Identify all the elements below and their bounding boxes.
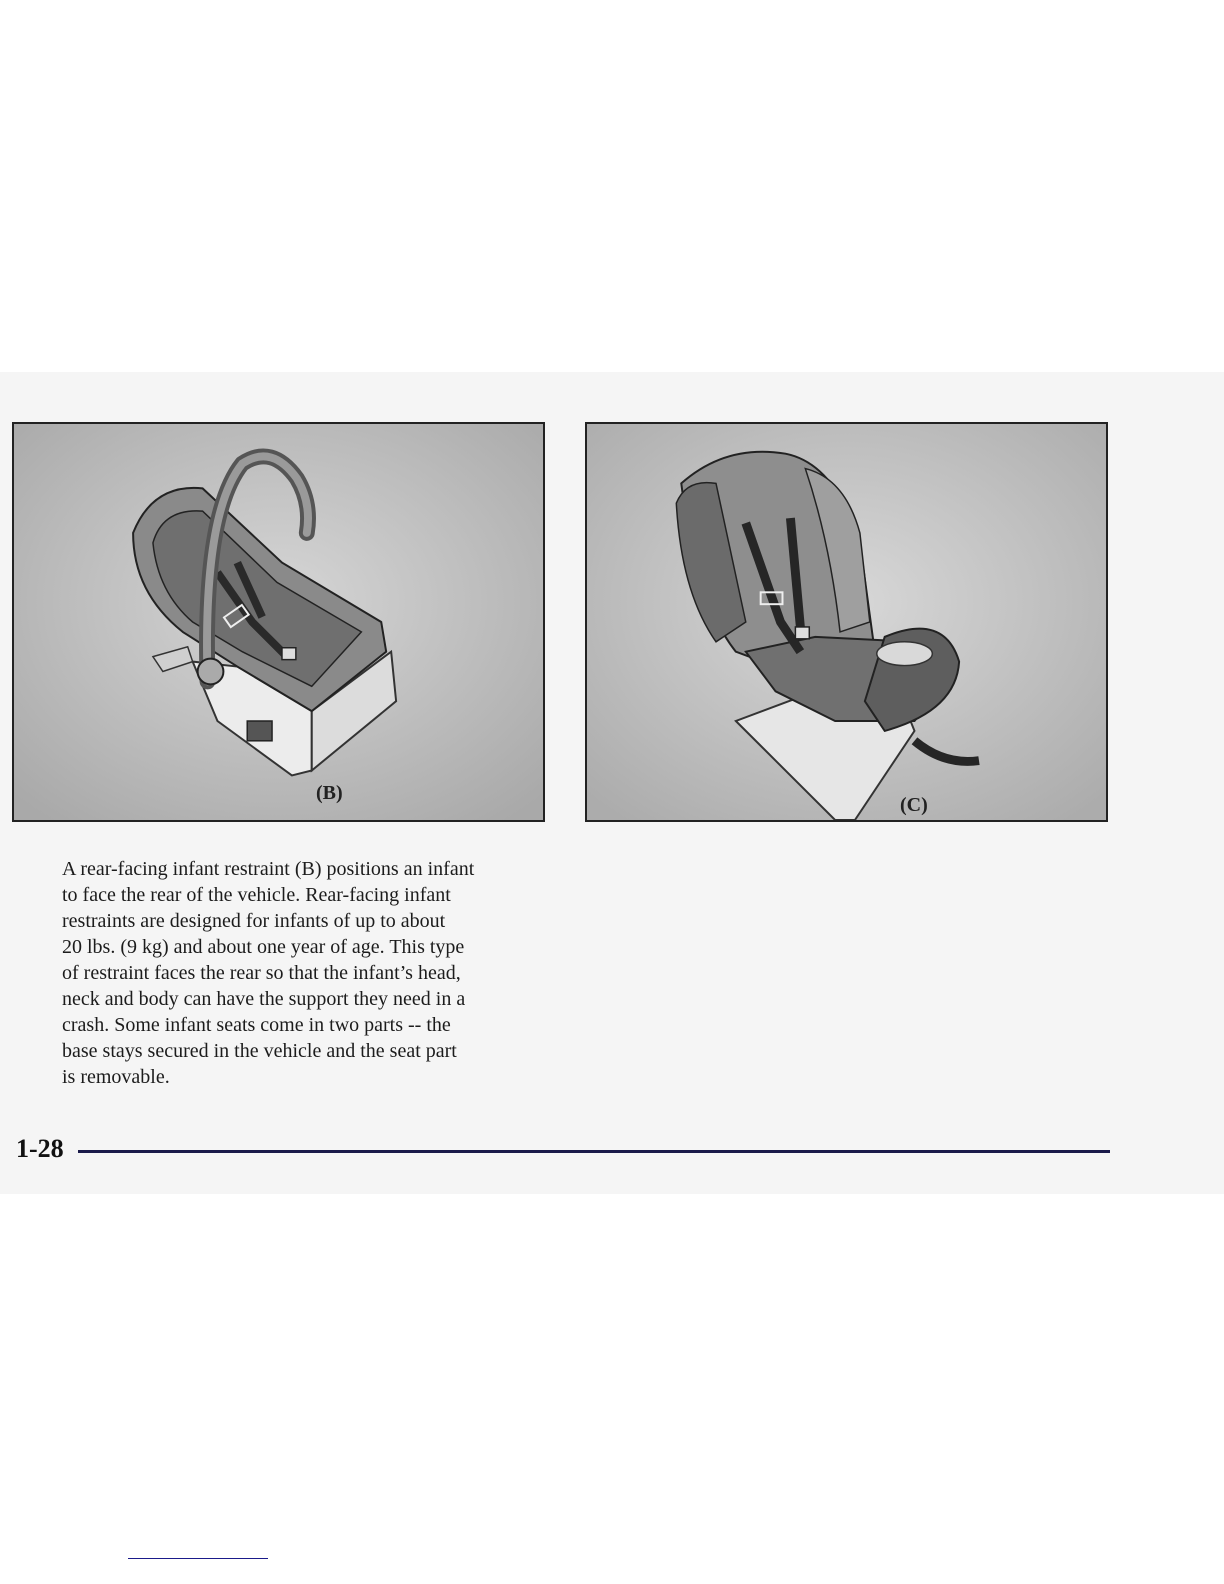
figure-label-b: (B) (316, 782, 343, 804)
footer-rule (78, 1150, 1110, 1153)
infant-seat-illustration (14, 424, 543, 820)
page-number: 1-28 (16, 1134, 64, 1163)
page-footer (16, 1134, 1112, 1168)
figure-infant-restraint-b (12, 422, 545, 822)
body-paragraph: A rear-facing infant restraint (B) positions an infant to face the rear of the vehicle. Rear-facing infant restraints are designed for infants of up to about 20 lbs. (9 kg) and about one year of age. This type of restraint faces the rear so that the infant’s head, neck and body can have the support they need in a crash. Some infant seats come in two parts -- the base stays secured in the vehicle and the seat part is removable. (62, 858, 475, 1088)
bottom-divider (128, 1558, 268, 1559)
figure-convertible-restraint-c (585, 422, 1108, 822)
figure-label-c: (C) (900, 794, 928, 816)
convertible-seat-illustration (587, 424, 1106, 820)
